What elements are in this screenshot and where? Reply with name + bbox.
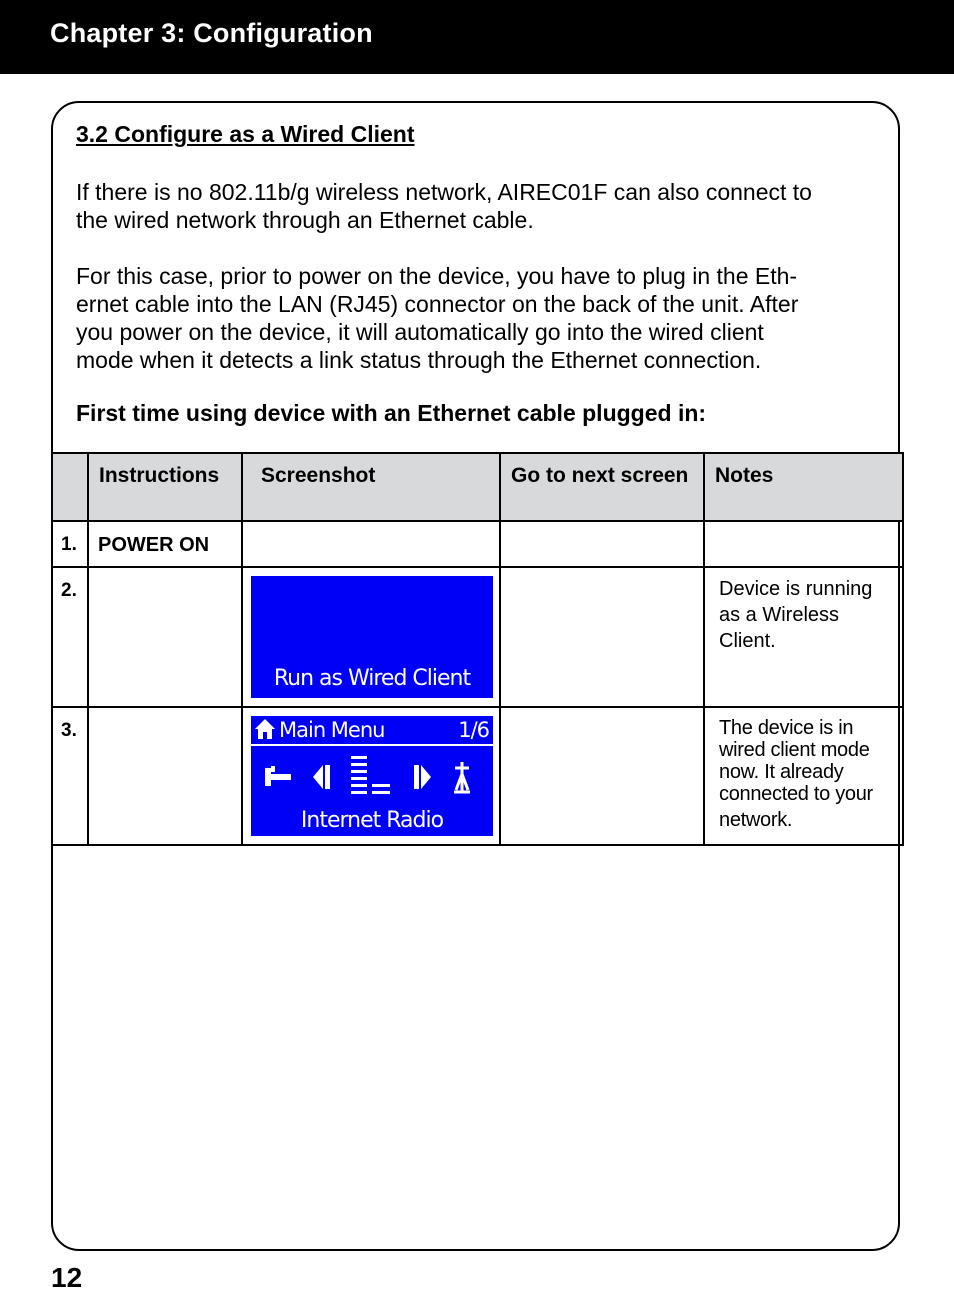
step-next <box>500 707 704 845</box>
note-line: now. It already <box>719 761 844 783</box>
steps-subheading: First time using device with an Ethernet cable plugged in: <box>76 400 707 426</box>
note-line: Client. <box>719 630 776 652</box>
table-row <box>52 567 903 707</box>
step-notes <box>705 568 902 654</box>
case-paragraph <box>76 262 891 374</box>
home-icon <box>254 718 276 740</box>
header-instructions: Instructions <box>88 453 242 521</box>
note-line: network. <box>719 809 793 831</box>
table-row <box>52 707 903 845</box>
lcd-screenshot-main-menu <box>251 716 493 836</box>
list-icon <box>351 756 390 794</box>
step-screenshot <box>242 521 500 567</box>
lcd-bottom-text: Internet Radio <box>300 808 444 833</box>
paragraph-line: ernet cable into the LAN (RJ45) connector on the back of the unit. After <box>76 291 799 317</box>
note-line: The device is in <box>719 717 854 739</box>
note-line: wired client mode <box>719 739 870 761</box>
paragraph-line: mode when it detects a link status through the Ethernet connection. <box>76 347 762 373</box>
lcd-icons-row <box>251 752 493 802</box>
step-instruction: POWER ON <box>98 534 210 556</box>
antenna-icon <box>454 762 470 792</box>
chapter-header <box>0 0 954 74</box>
lcd-menu-bar <box>251 716 493 746</box>
chapter-title: Chapter 3: Configuration <box>50 18 373 48</box>
lcd-menu-page: 1/6 <box>458 718 489 742</box>
header-notes: Notes <box>704 453 903 521</box>
step-notes <box>704 521 903 567</box>
step-instruction <box>89 708 241 720</box>
steps-table <box>51 452 904 846</box>
page-number: 12 <box>51 1262 83 1293</box>
step-next <box>500 521 704 567</box>
lcd-screenshot-wired-client <box>251 576 493 698</box>
intro-paragraph <box>76 178 891 234</box>
table-header-row <box>52 453 903 521</box>
right-arrow-icon <box>414 765 431 789</box>
step-next <box>500 567 704 707</box>
section-title: 3.2 Configure as a Wired Client <box>76 121 415 147</box>
step-number: 2. <box>61 580 77 601</box>
step-notes <box>705 708 902 831</box>
step-instruction <box>89 568 241 580</box>
note-line: connected to your <box>719 783 873 805</box>
header-screenshot: Screenshot <box>242 453 500 521</box>
paragraph-line: If there is no 802.11b/g wireless network, AIREC01F can also connect to <box>76 179 812 205</box>
paragraph-line: For this case, prior to power on the device, you have to plug in the Eth- <box>76 263 798 289</box>
left-arrow-icon <box>313 765 330 789</box>
step-number: 3. <box>61 720 77 741</box>
paragraph-line: you power on the device, it will automatically go into the wired client <box>76 319 764 345</box>
paragraph-line: the wired network through an Ethernet cable. <box>76 207 534 233</box>
note-line: as a Wireless <box>719 604 840 626</box>
table-row <box>52 521 903 567</box>
header-num <box>52 453 88 521</box>
lcd-text: Run as Wired Client <box>273 666 471 691</box>
header-next-screen: Go to next screen <box>500 453 704 521</box>
note-line: Device is running <box>719 578 873 600</box>
lcd-menu-title: Main Menu <box>279 718 385 742</box>
wrench-icon <box>265 766 291 786</box>
step-number: 1. <box>61 534 77 555</box>
